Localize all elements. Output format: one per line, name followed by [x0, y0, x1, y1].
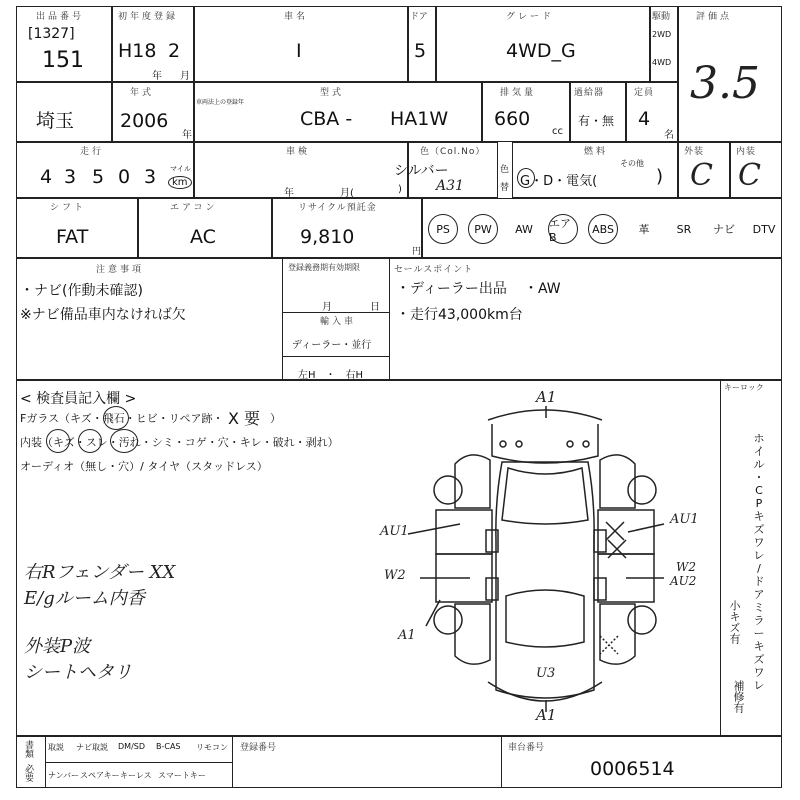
footer-doc-item: スマートキー [158, 771, 206, 780]
footer-doc-item: ナンバー [48, 771, 80, 780]
footer-row-divider [46, 762, 232, 763]
sales-header: セールスポイント [394, 265, 474, 275]
footer-doc-item: スペアキー [80, 771, 120, 780]
keyless-label: キーロック [724, 383, 764, 392]
reg-note: 車両法上の登録年 [196, 99, 245, 106]
legend-char: イ [753, 445, 765, 458]
caution-header: 注意事項 [96, 265, 145, 275]
footer-doc-item: ナビ取説 [76, 743, 108, 752]
legend-char: キ [753, 510, 765, 523]
damage-label: W2 [676, 560, 696, 574]
car-name: I [296, 40, 302, 62]
type-header: 型式 [320, 88, 345, 98]
audio-line: オーディオ（無し・穴）/ タイヤ（スタッドレス） [20, 460, 268, 473]
glass-close: ） [270, 412, 281, 425]
registration-no-label: 登録番号 [240, 743, 277, 753]
reg-month: 2 [168, 40, 181, 62]
doors: 5 [414, 40, 427, 62]
equipment-item: 革 [638, 223, 650, 236]
score: 3.5 [690, 58, 760, 109]
mileage-digit: 3 [64, 166, 77, 188]
reg-month-unit: 月 [180, 71, 190, 82]
hood [492, 424, 598, 463]
footer-doc-item: 取説 [48, 743, 64, 752]
grade-header: グレード [506, 12, 555, 22]
reg-exp-day: 日 [370, 302, 380, 313]
reg-era: H18 [118, 40, 157, 62]
legend-char: ワ [753, 666, 765, 679]
chassis-number: 0006514 [590, 758, 675, 780]
equipment-item: PS [428, 214, 458, 244]
hand-note: シートヘタリ [24, 662, 132, 683]
recycle-fee: 9,810 [300, 226, 355, 248]
inspection-header: 車検 [286, 147, 311, 157]
yen-unit: 円 [412, 247, 422, 257]
reg-exp-month: 月 [322, 302, 332, 313]
damage-label: W2 [384, 568, 406, 583]
legend-char: ズ [753, 653, 765, 666]
damage-label: A1 [398, 628, 416, 643]
legend-char: ホ [753, 432, 765, 445]
drive-2wd: 2WD [652, 30, 672, 39]
mileage-digit: 4 [40, 166, 53, 188]
legend-char: ズ [753, 523, 765, 536]
exterior-grade: C [690, 158, 713, 193]
legend-char: キ [753, 640, 765, 653]
footer-doc-item: リモコン [196, 743, 228, 752]
fuel-header: 燃料 [584, 147, 609, 157]
displacement: 660 [494, 108, 531, 130]
legend-char: ー [753, 627, 765, 640]
equipment-item: ABS [588, 214, 618, 244]
mileage-digit: 3 [144, 166, 157, 188]
door-header: ドア [410, 12, 428, 22]
model-year-header: 年式 [130, 88, 155, 98]
damage-label: AU2 [670, 574, 697, 588]
equipment-item: PW [468, 214, 498, 244]
steering: 左H ・ 右H [298, 370, 364, 381]
model-prefix: CBA - [300, 108, 353, 130]
left-front-door [436, 510, 492, 554]
legend-repair: 補修有 [732, 680, 745, 713]
legend-char: ワ [753, 536, 765, 549]
unit-mile: マイル [170, 165, 191, 173]
fuel-other: その他 [620, 159, 644, 168]
capacity-unit: 名 [664, 130, 674, 141]
lot-header: 出品番号 [36, 12, 85, 22]
chassis-label: 車台番号 [508, 743, 545, 753]
insp-year-unit: 年 [284, 188, 294, 199]
first-reg-header: 初年度登録 [118, 12, 179, 22]
damage-label: A1 [536, 388, 557, 406]
unit-km: km [168, 176, 192, 189]
mileage-digit: 5 [92, 166, 105, 188]
fuel-close: ) [656, 166, 664, 187]
front-bumper [488, 410, 602, 420]
color-code: A31 [436, 178, 464, 194]
hand-note: 右Rフェンダー XX [24, 562, 176, 583]
handle-value: ディーラー・並行 [292, 340, 372, 351]
legend-char: ラ [753, 614, 765, 627]
equipment-item: DTV [752, 222, 776, 236]
docs-label-2: 必要 [23, 764, 33, 782]
reg-year-unit: 年 [152, 71, 162, 82]
displacement-header: 排気量 [500, 88, 537, 98]
legend-char: レ [753, 679, 765, 692]
docs-label: 書類 [23, 740, 33, 758]
sales-line: ・AW [524, 281, 561, 297]
legend-char: P [755, 497, 763, 510]
score-header: 評価点 [696, 12, 733, 22]
body-outline [496, 462, 594, 698]
sales-line: ・ディーラー出品 [396, 281, 507, 297]
ac: AC [190, 226, 216, 248]
damage-label: AU1 [380, 524, 409, 539]
legend-char: レ [753, 549, 765, 562]
glass-line: Fガラス（キズ・飛石・ヒビ・リペア跡・ [20, 412, 224, 425]
ac-header: エアコン [170, 203, 218, 213]
region: 埼玉 [36, 110, 75, 132]
wheel [434, 476, 462, 504]
legend-vertical-text [752, 432, 766, 692]
legend-char: ド [753, 575, 765, 588]
footer-doc-item: DM/SD [118, 742, 145, 751]
lot-number: 151 [42, 48, 84, 73]
legend-char: ・ [753, 471, 765, 484]
caution-line: ・ナビ(作動未確認) [20, 283, 143, 299]
hand-note: 外装P波 [24, 636, 91, 657]
legend-char: ア [753, 588, 765, 601]
fuel-options: G・D・電気( [520, 174, 598, 189]
turbo-header: 過給器 [574, 88, 605, 98]
car-name-header: 車名 [284, 12, 309, 22]
cc-unit: cc [552, 126, 563, 137]
color-side-1: 色 [500, 165, 510, 175]
recycle-header: リサイクル預託金 [298, 203, 377, 213]
capacity: 4 [638, 108, 651, 130]
damage-label: A1 [536, 706, 557, 724]
damage-label: U3 [536, 666, 556, 681]
glass-mark: X 要 [228, 409, 261, 428]
legend-char: ミ [753, 601, 765, 614]
registration-header: 登録義務期有効期限 [288, 263, 360, 272]
equipment-item: AW [515, 222, 533, 236]
exterior-header: 外装 [684, 147, 705, 157]
footer-doc-item: キーレス [120, 771, 152, 780]
lot-bracket: [1327] [28, 26, 75, 42]
caution-line: ※ナビ備品車内なければ欠 [20, 307, 186, 323]
equipment-item: SR [676, 222, 692, 236]
wheel [434, 606, 462, 634]
interior-line: 内装（キズ・スレ・汚れ・シミ・コゲ・穴・キレ・破れ・剥れ） [20, 436, 339, 449]
color-header: 色（Col.No） [420, 147, 486, 157]
inspection-title: < 検査員記入欄 > [20, 391, 137, 407]
shift: FAT [56, 226, 89, 248]
insp-close: ) [398, 184, 402, 195]
windshield [502, 468, 588, 524]
hand-note: E/gルーム内香 [24, 588, 145, 609]
model-year: 2006 [120, 110, 169, 132]
capacity-header: 定員 [634, 88, 655, 98]
color: シルバー [394, 163, 449, 179]
legend-char: C [755, 484, 763, 497]
drive-header: 駆動 [652, 12, 671, 22]
grade: 4WD_G [506, 40, 576, 62]
wheel [628, 476, 656, 504]
legend-small-scratch: 小キズ有 [728, 600, 741, 644]
legend-char: ル [753, 458, 765, 471]
insp-month-unit: 月( [340, 188, 354, 199]
sales-line: ・走行43,000km台 [396, 307, 523, 323]
mileage-digit: 0 [118, 166, 131, 188]
wheel [628, 606, 656, 634]
rear-window [506, 590, 584, 647]
interior-grade: C [738, 158, 761, 193]
equipment-item: エアB [548, 214, 578, 244]
model-year-unit: 年 [182, 130, 192, 141]
drive-4wd: 4WD [652, 58, 672, 67]
model-code: HA1W [390, 108, 449, 130]
legend-char: / [757, 562, 761, 575]
handle-header: 輸入車 [320, 317, 357, 327]
damage-label: AU1 [670, 512, 699, 527]
equipment-item: ナビ [713, 223, 735, 236]
footer-doc-item: B-CAS [156, 742, 181, 751]
turbo: 有・無 [578, 114, 615, 128]
mileage-header: 走行 [80, 147, 105, 157]
shift-header: シフト [50, 203, 87, 213]
interior-header: 内装 [736, 147, 757, 157]
color-side-2: 替 [500, 183, 510, 193]
